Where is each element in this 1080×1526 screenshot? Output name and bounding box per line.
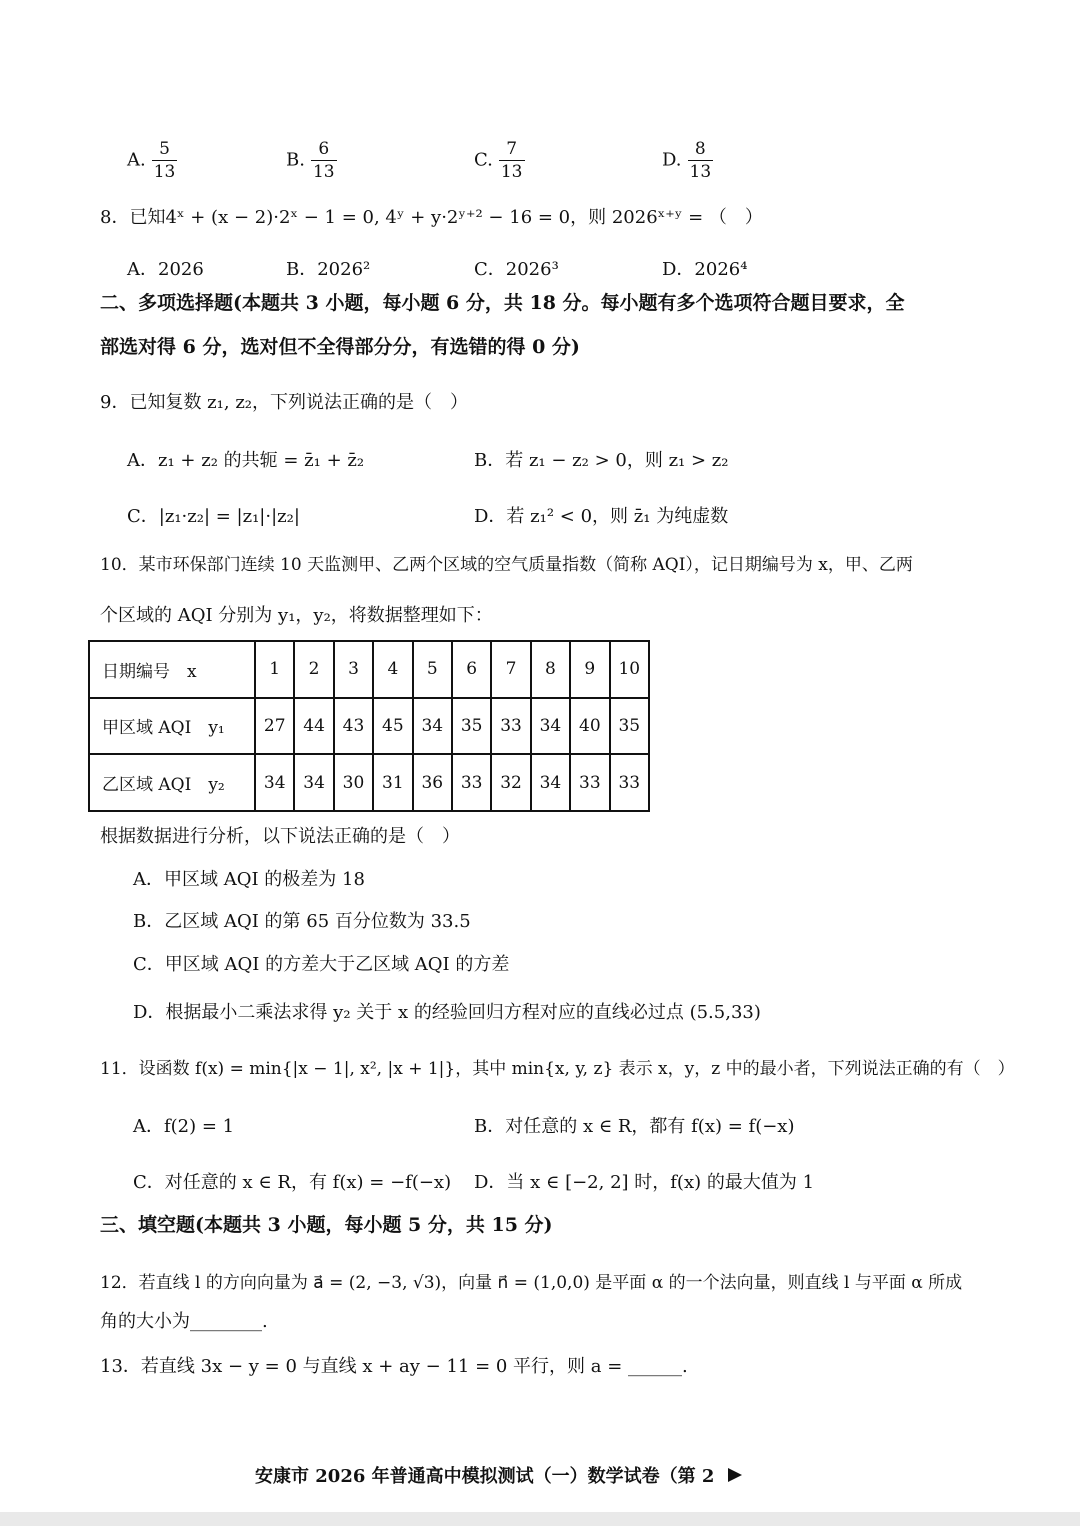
table-cell: 1 [255,641,294,698]
table-cell: 35 [452,698,491,755]
q7-fraction-a: $\frac{5}{13}$ [153,139,176,182]
q10-option-c: C．甲区域 AQI 的方差大于乙区域 AQI 的方差 [133,954,510,975]
section-2-heading: 二、多项选择题(本题共 3 小题，每小题 6 分，共 18 分。每小题有多个选项符合题目要求，全 [100,292,905,314]
q7-option-d: D. $\frac{8}{13}$ [662,139,712,182]
table-cell: 31 [373,754,412,811]
q13-text: 13．若直线 3x − y = 0 与直线 x + ay − 11 = 0 平行，则 a = ______. [100,1356,688,1377]
q8-option-b: B．2026² [286,259,371,280]
q9-option-a: A．z₁ + z₂ 的共轭 = z̄₁ + z̄₂ [127,450,365,471]
table-cell: 33 [452,754,491,811]
table-cell: 34 [531,754,570,811]
q11-option-c: C．对任意的 x ∈ R，有 f(x) = −f(−x) [133,1172,452,1193]
q11-text: 11．设函数 f(x) = min{|x − 1|, x², |x + 1|}，其中 min{x, y, z} 表示 x，y，z 中的最小者，下列说法正确的有（ ） [100,1059,1015,1079]
table-cell: 33 [570,754,609,811]
table-cell: 33 [491,698,530,755]
q10-text-line2: 个区域的 AQI 分别为 y₁，y₂，将数据整理如下： [100,605,493,626]
table-cell: 8 [531,641,570,698]
table-cell: 35 [610,698,649,755]
aqi-table [88,640,650,812]
table-cell: 10 [610,641,649,698]
table-cell: 9 [570,641,609,698]
q10-text-line1: 10．某市环保部门连续 10 天监测甲、乙两个区域的空气质量指数（简称 AQI），记日期编号为 x，甲、乙两 [100,555,913,575]
q7-option-a: A. $\frac{5}{13}$ [127,139,176,182]
table-row [89,641,649,698]
table-cell: 4 [373,641,412,698]
q7-option-b: B. $\frac{6}{13}$ [286,139,335,182]
table-cell: 34 [294,754,333,811]
table-cell: 45 [373,698,412,755]
table-cell: 5 [413,641,452,698]
table-row [89,698,649,755]
q12-text-line1: 12．若直线 l 的方向向量为 a⃗ = (2, −3, √3)，向量 n⃗ = (1,0,0) 是平面 α 的一个法向量，则直线 l 与平面 α 所成 [100,1273,963,1293]
row-label-y1: 甲区域 AQI y₁ [89,698,255,755]
table-cell: 43 [334,698,373,755]
table-row [89,754,649,811]
q7-fraction-d: $\frac{8}{13}$ [689,139,712,182]
q11-option-a: A．f(2) = 1 [133,1116,235,1137]
table-cell: 40 [570,698,609,755]
table-cell: 33 [610,754,649,811]
q11-option-d: D．当 x ∈ [−2, 2] 时，f(x) 的最大值为 1 [474,1172,815,1193]
q10-option-d: D．根据最小二乘法求得 y₂ 关于 x 的经验回归方程对应的直线必过点 (5.5,33) [133,1002,761,1023]
section-3-heading: 三、填空题(本题共 3 小题，每小题 5 分，共 15 分) [100,1214,553,1236]
table-cell: 2 [294,641,333,698]
q10-prompt: 根据数据进行分析，以下说法正确的是（ ） [100,826,460,847]
table-cell: 6 [452,641,491,698]
table-cell: 30 [334,754,373,811]
table-cell: 34 [255,754,294,811]
table-cell: 27 [255,698,294,755]
row-label-x: 日期编号 x [89,641,255,698]
q10-option-a: A．甲区域 AQI 的极差为 18 [133,869,365,890]
q9-text: 9．已知复数 z₁, z₂，下列说法正确的是（ ） [100,392,469,413]
q8-text: 8．已知4ˣ + (x − 2)·2ˣ − 1 = 0, 4ʸ + y·2ʸ⁺² − 16 = 0，则 2026ˣ⁺ʸ = （ ） [100,207,763,228]
q10-option-b: B．乙区域 AQI 的第 65 百分位数为 33.5 [133,911,471,932]
table-cell: 7 [491,641,530,698]
q9-option-d: D．若 z₁² < 0，则 z̄₁ 为纯虚数 [474,506,729,527]
q11-option-b: B．对任意的 x ∈ R，都有 f(x) = f(−x) [474,1116,795,1137]
q7-fraction-c: $\frac{7}{13}$ [500,139,523,182]
table-cell: 3 [334,641,373,698]
q7-fraction-b: $\frac{6}{13}$ [312,139,335,182]
section-2-rules: 部选对得 6 分，选对但不全得部分分，有选错的得 0 分) [100,336,580,358]
table-cell: 34 [413,698,452,755]
scan-bottom-edge [0,1512,1080,1526]
q8-option-c: C．2026³ [474,259,559,280]
q12-text-line2: 角的大小为________. [100,1311,268,1332]
page-footer: 安康市 2026 年普通高中模拟测试（一）数学试卷（第 2 [255,1466,715,1487]
table-cell: 36 [413,754,452,811]
table-cell: 44 [294,698,333,755]
q8-option-a: A．2026 [127,259,204,280]
q7-option-c: C. $\frac{7}{13}$ [474,139,523,182]
q9-option-c: C．|z₁·z₂| = |z₁|·|z₂| [127,506,300,527]
q8-option-d: D．2026⁴ [662,259,748,280]
q9-option-b: B．若 z₁ − z₂ > 0，则 z₁ > z₂ [474,450,729,471]
row-label-y2: 乙区域 AQI y₂ [89,754,255,811]
page-curl-icon [728,1466,742,1480]
table-cell: 34 [531,698,570,755]
table-cell: 32 [491,754,530,811]
